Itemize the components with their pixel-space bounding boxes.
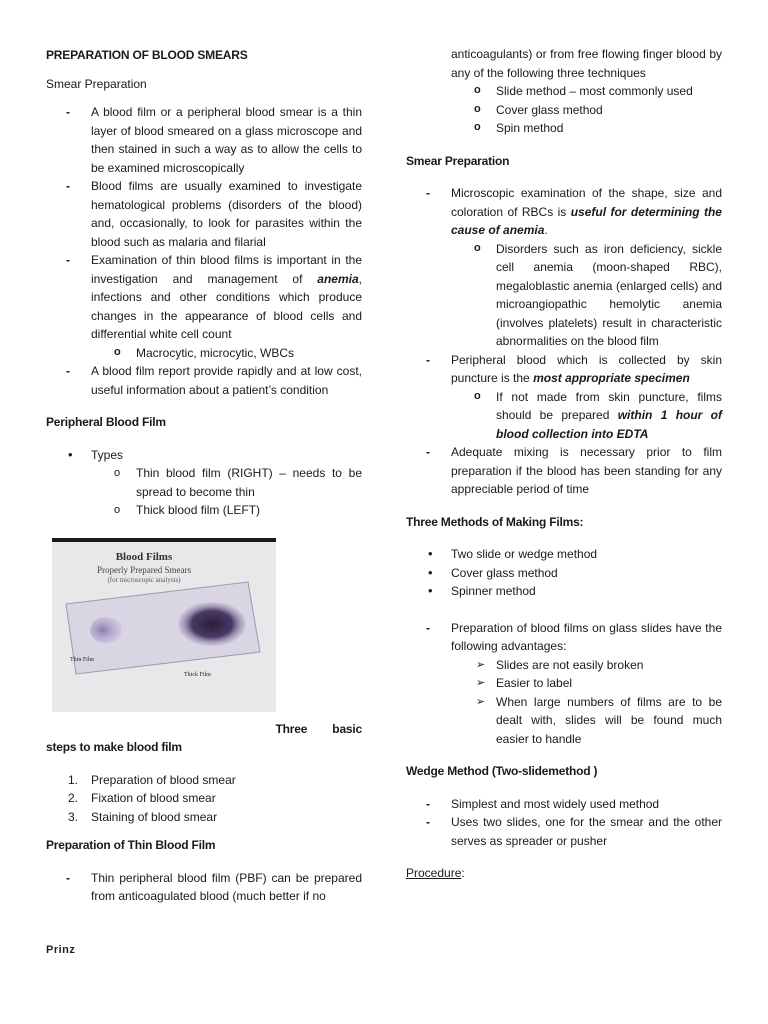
list-item: - Blood films are usually examined to investigate hematological problems (disorders of the blood) and, occasionally, to look for parasites within the blood such as malaria and filarial: [46, 177, 362, 251]
list-item: - Adequate mixing is necessary prior to film preparation if the blood has been standing for any appreciable period of time: [406, 443, 722, 499]
sub-list-item: o Spin method: [406, 119, 722, 138]
procedure-label: Procedure:: [406, 866, 465, 880]
section-heading: Wedge Method (Two-slidemethod ): [406, 764, 598, 778]
continued-text: anticoagulants) or from free flowing finger blood by any of the following three techniques: [451, 47, 722, 80]
list-item: - A blood film report provide rapidly and at low cost, useful information about a patient’s condition: [46, 362, 362, 399]
list-item: - Examination of thin blood films is important in the investigation and management of anemia, infections and other conditions which produce changes in the appearance of blood cells and differential white cell count: [46, 251, 362, 344]
section-heading: Preparation of Thin Blood Film: [46, 838, 216, 852]
thin-film-label: Thin Film: [70, 656, 95, 663]
figure-subtitle-note: (for microscopic analysis): [107, 575, 181, 584]
figure-subtitle: Properly Prepared Smears: [97, 564, 191, 575]
section-heading: Peripheral Blood Film: [46, 415, 166, 429]
sub-list-item: ➢ Easier to label: [406, 674, 722, 693]
list-item: - Peripheral blood which is collected by skin puncture is the most appropriate specimen: [406, 351, 722, 388]
section-subtitle: Smear Preparation: [46, 76, 147, 91]
sub-list-item: o Macrocytic, microcytic, WBCs: [46, 344, 362, 363]
list-item: 2. Fixation of blood smear: [68, 791, 216, 805]
thick-film-smear: [178, 602, 246, 646]
list-item: - A blood film or a peripheral blood smear is a thin layer of blood smeared on a glass microscope and then stained in such a way as to allow the cells to be examined microscopically: [46, 103, 362, 177]
sub-list-item: ➢ When large numbers of films are to be dealt with, slides will be found much easier to handle: [406, 693, 722, 749]
page-footer: Prinz: [46, 944, 76, 956]
sub-list-item: o Slide method – most commonly used: [406, 82, 722, 101]
sub-list-item: o Thick blood film (LEFT): [46, 501, 362, 520]
list-item: - Preparation of blood films on glass slides have the following advantages:: [406, 619, 722, 656]
list-item: - Microscopic examination of the shape, size and coloration of RBCs is useful for determining the cause of anemia.: [406, 184, 722, 240]
list-item: - Simplest and most widely used method: [406, 795, 722, 814]
list-item: • Types: [46, 446, 362, 465]
steps-heading-line2: steps to make blood film: [46, 740, 182, 754]
list-item: • Two slide or wedge method: [406, 545, 722, 564]
steps-heading-line1: Three basic: [275, 721, 362, 736]
sub-list-item: o Disorders such as iron deficiency, sickle cell anemia (moon-shaped RBC), megaloblastic anemia (enlarged cells) and microangiopathic hemolytic anemia (involves platelets) result in characteristic abnormalities on the blood film: [406, 240, 722, 351]
figure-title: Blood Films: [115, 550, 173, 563]
list-item: 3. Staining of blood smear: [68, 809, 218, 824]
list-item: - Uses two slides, one for the smear and the other serves as spreader or pusher: [406, 813, 722, 850]
left-column: [46, 46, 362, 906]
section-heading: Three Methods of Making Films:: [406, 514, 584, 529]
section-heading: Smear Preparation: [406, 153, 510, 168]
right-column: [406, 45, 722, 883]
sub-list-item: o Thin blood film (RIGHT) – needs to be spread to become thin: [46, 464, 362, 501]
sub-list-item: o Cover glass method: [406, 101, 722, 120]
list-item: - Thin peripheral blood film (PBF) can be prepared from anticoagulated blood (much better if no: [46, 869, 362, 906]
thick-film-label: Thick Film: [184, 671, 211, 678]
list-item: 1. Preparation of blood smear: [68, 772, 236, 787]
list-item: • Spinner method: [406, 582, 722, 601]
document-title: PREPARATION OF BLOOD SMEARS: [46, 48, 248, 62]
sub-list-item: ➢ Slides are not easily broken: [406, 656, 722, 675]
thin-film-smear: [90, 617, 122, 643]
blood-film-figure: [52, 538, 276, 712]
sub-list-item: o If not made from skin puncture, films should be prepared within 1 hour of blood collection into EDTA: [406, 388, 722, 444]
glass-slide-image: [52, 542, 276, 712]
list-item: • Cover glass method: [406, 564, 722, 583]
